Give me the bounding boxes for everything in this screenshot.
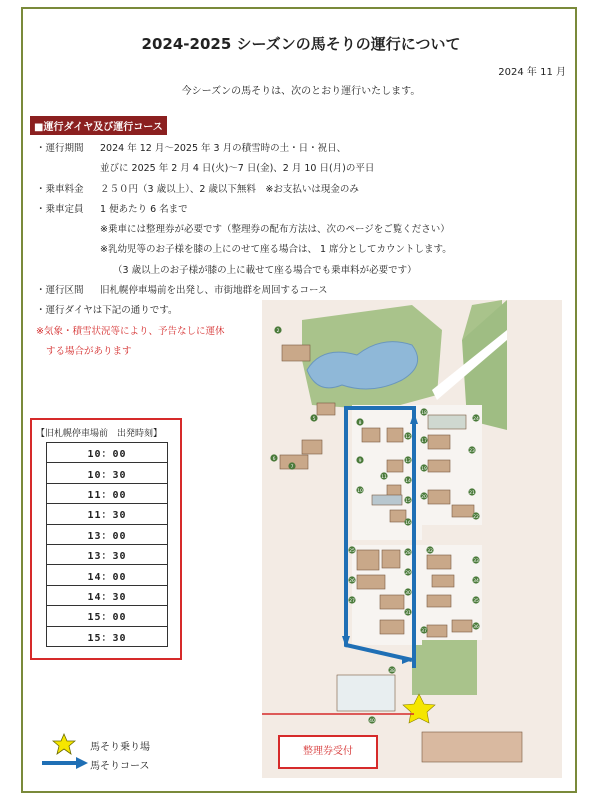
table-row [47, 443, 168, 463]
departure-time: 15：00 [47, 606, 168, 626]
route-value: 旧札幌停車場前を出発し、市街地群を周回するコース [100, 285, 328, 296]
map-number-marker [426, 546, 433, 553]
table-row [47, 606, 168, 626]
table-row [47, 524, 168, 544]
svg-text:35: 35 [473, 598, 479, 604]
svg-text:36: 36 [473, 624, 479, 630]
issue-date: 2024 年 11 月 [498, 67, 566, 78]
map-number-marker [368, 716, 375, 723]
legend-route-arrow-icon [40, 756, 90, 770]
map-number-marker [348, 596, 355, 603]
legend-boarding-label: 馬そり乗り場 [90, 742, 150, 753]
map-number-marker [420, 436, 427, 443]
svg-text:11: 11 [381, 474, 387, 480]
map-number-marker [420, 626, 427, 633]
map-number-marker [380, 472, 387, 479]
departure-time: 15：30 [47, 626, 168, 646]
svg-text:2: 2 [276, 328, 280, 334]
block-nw [352, 405, 422, 540]
svg-text:27: 27 [349, 598, 355, 604]
svg-text:38: 38 [389, 668, 395, 674]
intro-text: 今シーズンの馬そりは、次のとおり運行いたします。 [181, 86, 421, 97]
svg-text:9: 9 [358, 458, 362, 464]
warning-line-2: する場合があります [46, 346, 132, 357]
map-number-marker [404, 476, 411, 483]
fare-label: ・乗車料金 [36, 184, 84, 195]
table-row [47, 565, 168, 585]
fare-value: ２５０円（3 歳以上）、2 歳以下無料 ※お支払いは現金のみ [100, 184, 359, 195]
table-row [47, 463, 168, 483]
departure-time: 13：00 [47, 524, 168, 544]
capacity-label: ・乗車定員 [36, 204, 84, 215]
departure-time: 10：00 [47, 443, 168, 463]
departure-time: 14：00 [47, 565, 168, 585]
diagram-note: ・運行ダイヤは下記の通りです。 [36, 305, 178, 316]
map-number-marker [274, 326, 281, 333]
map-number-marker [404, 432, 411, 439]
svg-text:16: 16 [405, 520, 411, 526]
table-row [47, 483, 168, 503]
svg-text:25: 25 [349, 548, 355, 554]
route-label: ・運行区間 [36, 285, 84, 296]
svg-text:17: 17 [421, 438, 427, 444]
svg-text:26: 26 [349, 578, 355, 584]
table-row [47, 626, 168, 646]
svg-text:28: 28 [405, 550, 411, 556]
schedule-box [30, 418, 182, 660]
map-number-marker [310, 414, 317, 421]
section-heading: ■運行ダイヤ及び運行コース [30, 116, 167, 135]
map-number-marker [404, 608, 411, 615]
svg-text:5: 5 [312, 416, 316, 422]
map-number-marker [472, 622, 479, 629]
svg-text:14: 14 [405, 478, 411, 484]
note-infant: ※乳幼児等のお子様を膝の上にのせて座る場合は、 1 席分としてカウントします。 [100, 244, 452, 255]
map-number-marker [472, 414, 479, 421]
map-svg [262, 300, 562, 778]
period-label: ・運行期間 [36, 143, 84, 154]
map-number-marker [348, 576, 355, 583]
map-number-marker [472, 512, 479, 519]
map-number-marker [348, 546, 355, 553]
svg-text:8: 8 [358, 420, 362, 426]
map-number-marker [270, 454, 277, 461]
svg-text:19: 19 [421, 466, 427, 472]
svg-text:10: 10 [357, 488, 363, 494]
schedule-heading: 【旧札幌停車場前 出発時刻】 [36, 429, 163, 439]
svg-text:23: 23 [469, 448, 475, 454]
map-number-marker [404, 518, 411, 525]
note-fare-lap: （3 歳以上のお子様が膝の上に載せて座る場合でも乗車料が必要です） [113, 265, 417, 276]
svg-text:12: 12 [405, 434, 411, 440]
map-number-marker [420, 408, 427, 415]
departure-time: 11：00 [47, 483, 168, 503]
period-line-2: 並びに 2025 年 2 月 4 日(火)～7 日(金)、2 月 10 日(月)の平日 [100, 163, 375, 174]
svg-text:32: 32 [427, 548, 433, 554]
map-number-marker [472, 576, 479, 583]
svg-text:29: 29 [405, 570, 411, 576]
page-title: 2024-2025 シーズンの馬そりの運行について [141, 35, 461, 53]
schedule-table [46, 442, 168, 647]
map-number-marker [356, 486, 363, 493]
departure-time: 13：30 [47, 544, 168, 564]
svg-text:20: 20 [421, 494, 427, 500]
map-number-marker [420, 492, 427, 499]
table-row [47, 585, 168, 605]
map-number-marker [468, 488, 475, 495]
map-number-marker [420, 464, 427, 471]
map-number-marker [404, 496, 411, 503]
table-row [47, 544, 168, 564]
map-number-marker [404, 568, 411, 575]
map-number-marker [472, 556, 479, 563]
svg-text:40: 40 [369, 718, 375, 724]
svg-text:13: 13 [405, 458, 411, 464]
map-number-marker [468, 446, 475, 453]
departure-time: 10：30 [47, 463, 168, 483]
legend-star-icon [52, 733, 76, 755]
svg-text:24: 24 [473, 416, 479, 422]
svg-text:18: 18 [421, 410, 427, 416]
svg-text:22: 22 [473, 514, 479, 520]
svg-text:30: 30 [405, 590, 411, 596]
table-row [47, 504, 168, 524]
svg-text:15: 15 [405, 498, 411, 504]
village-map [262, 300, 562, 778]
legend-course-label: 馬そりコース [90, 761, 150, 772]
note-ticket: ※乗車には整理券が必要です（整理券の配布方法は、次のページをご覧ください） [100, 224, 450, 235]
map-number-marker [404, 548, 411, 555]
svg-text:37: 37 [421, 628, 427, 634]
svg-text:6: 6 [272, 456, 276, 462]
map-number-marker [472, 596, 479, 603]
capacity-value: 1 便あたり 6 名まで [100, 204, 188, 215]
departure-time: 14：30 [47, 585, 168, 605]
svg-text:21: 21 [469, 490, 475, 496]
ticket-counter-label: 整理券受付 [278, 735, 378, 769]
svg-text:7: 7 [290, 464, 294, 470]
svg-text:33: 33 [473, 558, 479, 564]
map-number-marker [404, 456, 411, 463]
map-number-marker [388, 666, 395, 673]
boarding-star-icon [403, 694, 435, 723]
map-number-marker [404, 588, 411, 595]
period-line-1: 2024 年 12 月～2025 年 3 月の積雪時の土・日・祝日、 [100, 143, 347, 154]
warning-line-1: ※気象・積雪状況等により、予告なしに運休 [36, 326, 225, 337]
svg-text:31: 31 [405, 610, 411, 616]
departure-time: 11：30 [47, 504, 168, 524]
svg-text:34: 34 [473, 578, 479, 584]
